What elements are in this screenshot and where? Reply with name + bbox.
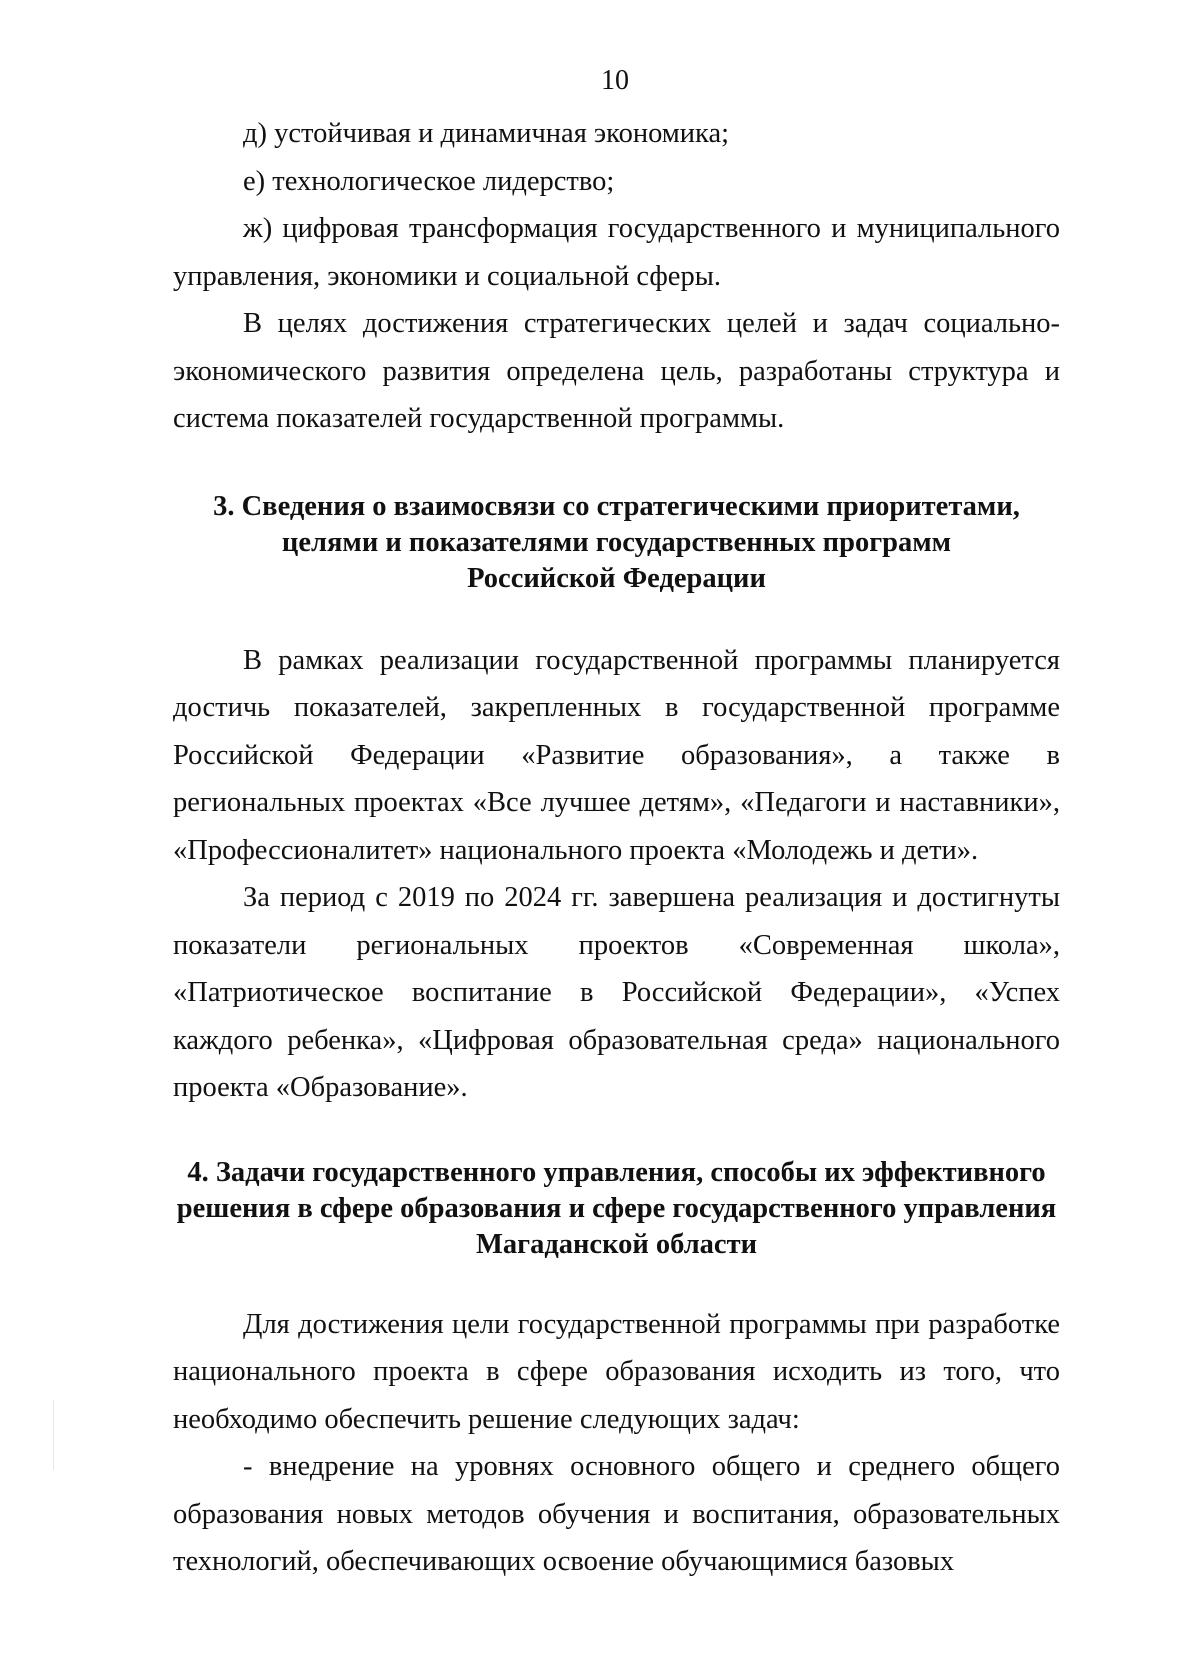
page-number: 10	[601, 65, 629, 96]
intro-paragraph: В целях достижения стратегических целей и задач социально-экономического развития определена цель, разработаны структура и система показателей государственной программы.	[173, 308, 1060, 434]
section-3-paragraph: За период с 2019 по 2024 гг. завершена реализация и достигнуты показатели региональных проектов «Современная школа», «Патриотическое воспитание в Российской Федерации», «Успех каждого ребенка», «Цифровая образовательная среда» национального проекта «Образование».	[173, 882, 1060, 1103]
section-3-heading-line: 3. Сведения о взаимосвязи со стратегическими приоритетами,	[213, 490, 1020, 522]
list-item-d: д) устойчивая и динамичная экономика;	[243, 118, 730, 149]
section-4-paragraph: Для достижения цели государственной программы при разработке национального проекта в сфере образования исходить из того, что необходимо обеспечить решение следующих задач:	[173, 1308, 1060, 1435]
section-4-heading-line: Магаданской области	[475, 1228, 758, 1260]
section-4-heading	[173, 1155, 1060, 1263]
page-body	[173, 110, 1060, 1586]
section-4-heading-line: решения в сфере образования и сфере государственного управления	[176, 1192, 1057, 1224]
section-3-heading-line: целями и показателями государственных программ	[281, 526, 952, 558]
section-3-paragraph: В рамках реализации государственной программы планируется достичь показателей, закрепленных в государственной программе Российской Федерации «Развитие образования», а также в региональных проектах «Все лучшее детям», «Педагоги и наставники», «Профессионалитет» национального проекта «Молодежь и дети».	[173, 644, 1060, 866]
scan-margin-mark	[53, 1400, 54, 1470]
section-3-heading	[173, 489, 1060, 597]
section-4-heading-line: 4. Задачи государственного управления, способы их эффективного	[187, 1156, 1046, 1188]
section-4-list-item: - внедрение на уровнях основного общего и среднего общего образования новых методов обучения и воспитания, образовательных технологий, обеспечивающих освоение обучающимися базовых	[173, 1451, 1060, 1577]
list-item-zh: ж) цифровая трансформация государственного и муниципального управления, экономики и социальной сферы.	[173, 213, 1060, 292]
section-3-heading-line: Российской Федерации	[467, 562, 766, 594]
list-item-e: е) технологическое лидерство;	[243, 165, 615, 197]
